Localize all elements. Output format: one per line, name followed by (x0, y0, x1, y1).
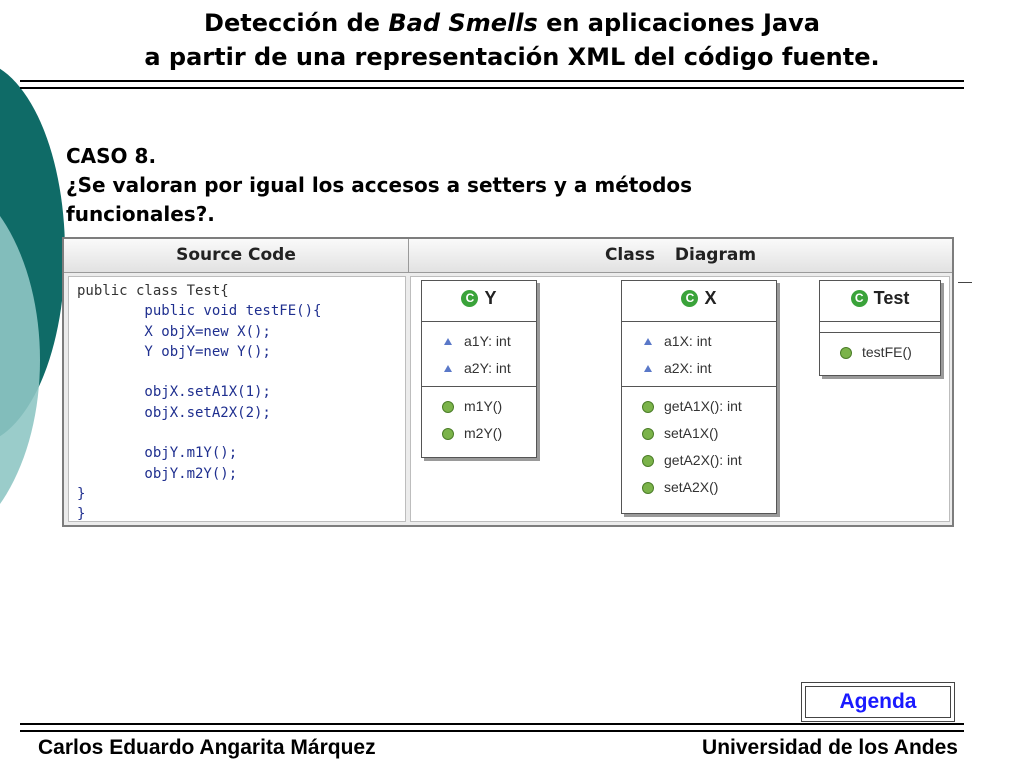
title-text-part: Detección de (204, 9, 389, 37)
footer-author: Carlos Eduardo Angarita Márquez (38, 736, 376, 759)
methods-section (422, 387, 536, 451)
attribute-label: a1X: int (664, 333, 712, 349)
code-line: objY.m1Y(); (77, 445, 238, 462)
method-row (622, 393, 776, 420)
class-name: Y (484, 288, 497, 308)
method-label: getA2X(): int (664, 452, 742, 468)
attribute-row (422, 355, 536, 382)
method-label: getA1X(): int (664, 398, 742, 414)
question-line-2: funcionales?. (66, 202, 215, 226)
code-line: public void testFE(){ (77, 303, 322, 320)
methods-section (820, 333, 940, 370)
code-line (77, 362, 405, 382)
method-label: setA1X() (664, 425, 719, 441)
title-line-1 (0, 6, 1024, 40)
method-label: m1Y() (464, 398, 503, 414)
method-label: m2Y() (464, 425, 503, 441)
attribute-row (622, 355, 776, 382)
attribute-row (622, 328, 776, 355)
case-label: CASO 8. (66, 144, 157, 168)
class-diagram-panel (410, 276, 950, 522)
method-dot-icon (642, 401, 654, 413)
method-row (622, 420, 776, 447)
code-line: objY.m2Y(); (77, 465, 238, 482)
uml-class-x (621, 280, 777, 514)
attributes-section (820, 322, 940, 333)
method-dot-icon (442, 428, 454, 440)
source-code-header: Source Code (64, 239, 409, 272)
code-line: } (77, 485, 86, 502)
uml-class-y (421, 280, 537, 458)
method-label: testFE() (862, 344, 912, 360)
uml-class-header (422, 281, 536, 322)
method-row (422, 393, 536, 420)
question-line-1: ¿Se valoran por igual los accesos a setters y a métodos (66, 173, 693, 197)
uml-class-header (820, 281, 940, 322)
uml-class-test (819, 280, 941, 376)
attribute-triangle-icon (444, 365, 452, 372)
method-row (820, 339, 940, 366)
attribute-row (422, 328, 536, 355)
method-dot-icon (642, 428, 654, 440)
decorative-line (958, 282, 972, 283)
attribute-label: a2X: int (664, 360, 712, 376)
code-line: } (77, 506, 86, 523)
footer-institution: Universidad de los Andes (702, 736, 958, 759)
code-block (69, 277, 405, 525)
title-italic-term: Bad Smells (388, 9, 538, 37)
code-line (77, 423, 405, 443)
attribute-label: a2Y: int (464, 360, 511, 376)
attributes-section (422, 322, 536, 387)
class-c-icon: C (851, 290, 868, 307)
slide-title (0, 6, 1024, 74)
attribute-triangle-icon (644, 338, 652, 345)
footer-divider (20, 723, 964, 732)
class-diagram-header: Class Diagram (604, 245, 757, 265)
method-dot-icon (840, 347, 852, 359)
methods-section (622, 387, 776, 505)
method-row (622, 447, 776, 474)
case-question (66, 142, 926, 229)
method-row (622, 474, 776, 501)
attributes-section (622, 322, 776, 387)
method-dot-icon (642, 455, 654, 467)
figure-header (64, 239, 952, 273)
title-text-part: en aplicaciones Java (537, 9, 820, 37)
attribute-triangle-icon (644, 365, 652, 372)
attribute-triangle-icon (444, 338, 452, 345)
title-divider (20, 80, 964, 89)
method-row (422, 420, 536, 447)
code-line: objX.setA2X(2); (77, 404, 271, 421)
method-dot-icon (442, 401, 454, 413)
code-line: X objX=new X(); (77, 323, 271, 340)
uml-class-header (622, 281, 776, 322)
code-line: objX.setA1X(1); (77, 384, 271, 401)
class-name: X (704, 288, 717, 308)
class-name: Test (873, 288, 910, 308)
code-line: public class Test{ (77, 283, 229, 299)
source-code-panel (68, 276, 406, 522)
agenda-button[interactable] (801, 682, 955, 722)
code-diagram-figure (62, 237, 954, 527)
agenda-button-label[interactable]: Agenda (805, 686, 951, 718)
method-label: setA2X() (664, 479, 719, 495)
code-line: Y objY=new Y(); (77, 343, 271, 360)
method-dot-icon (642, 482, 654, 494)
title-line-2: a partir de una representación XML del código fuente. (144, 43, 880, 71)
class-c-icon: C (461, 290, 478, 307)
class-c-icon: C (681, 290, 698, 307)
attribute-label: a1Y: int (464, 333, 511, 349)
